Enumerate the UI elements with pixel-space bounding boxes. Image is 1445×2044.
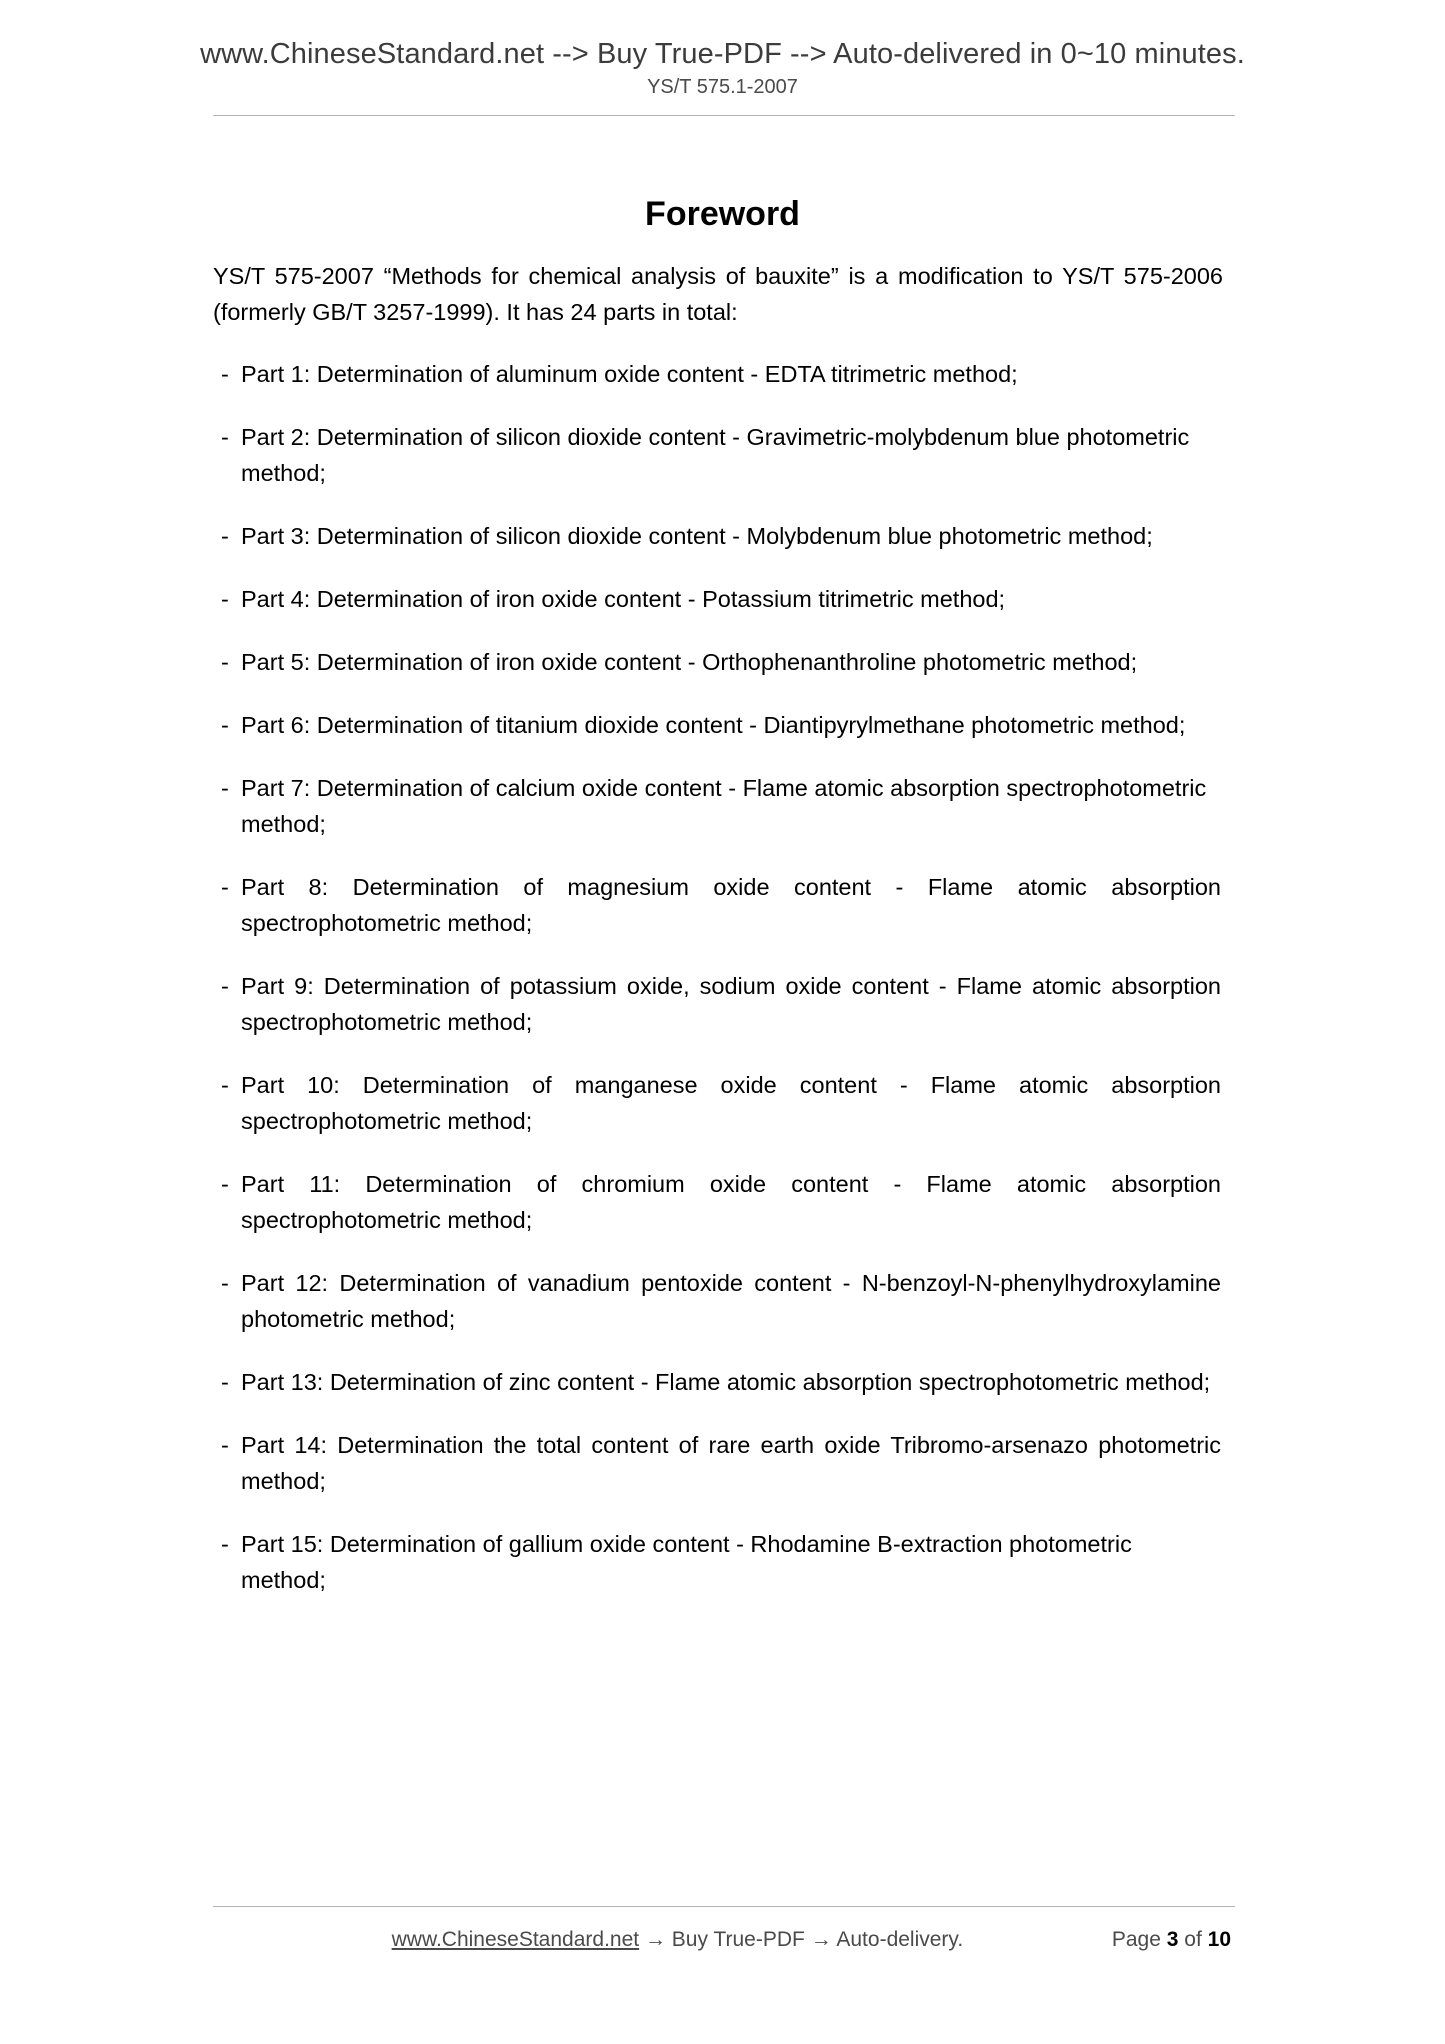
- list-item-text: Part 1: Determination of aluminum oxide content - EDTA titrimetric method;: [241, 361, 1018, 387]
- list-item-text: Part 2: Determination of silicon dioxide content - Gravimetric-molybdenum blue photometric method;: [241, 424, 1190, 486]
- bullet-dash: -: [221, 649, 229, 675]
- arrow-right-icon: →: [644, 1928, 666, 1951]
- list-item: [213, 707, 1221, 743]
- list-item: [213, 419, 1221, 491]
- list-item-text: Part 6: Determination of titanium dioxide content - Diantipyrylmethane photometric method;: [241, 712, 1186, 738]
- header-divider: [213, 115, 1235, 116]
- of-label: of: [1184, 1928, 1202, 1951]
- bullet-dash: -: [221, 775, 229, 801]
- bullet-dash: -: [221, 712, 229, 738]
- list-item-text: Part 12: Determination of vanadium pentoxide content - N-benzoyl-N-phenylhydroxylamine photometric method;: [241, 1270, 1221, 1332]
- list-item-text: Part 5: Determination of iron oxide content - Orthophenanthroline photometric method;: [241, 649, 1138, 675]
- bullet-dash: -: [221, 361, 229, 387]
- list-item-text: Part 13: Determination of zinc content - Flame atomic absorption spectrophotometric method;: [241, 1369, 1211, 1395]
- document-body: [213, 258, 1235, 1598]
- bullet-dash: -: [221, 1369, 229, 1395]
- bullet-dash: -: [221, 586, 229, 612]
- list-item: [213, 1427, 1221, 1499]
- list-item: [213, 581, 1221, 617]
- page-number: 3: [1166, 1928, 1179, 1951]
- watermark-banner: www.ChineseStandard.net --> Buy True-PDF --> Auto-delivered in 0~10 minutes.: [200, 38, 1245, 70]
- list-item-text: Part 15: Determination of gallium oxide content - Rhodamine B-extraction photometric method;: [241, 1531, 1132, 1593]
- footer-divider: [213, 1906, 1235, 1907]
- list-item: [213, 869, 1221, 941]
- bullet-dash: -: [221, 424, 229, 450]
- intro-paragraph: YS/T 575-2007 “Methods for chemical analysis of bauxite” is a modification to YS/T 575-2006 (formerly GB/T 3257-1999). It has 24 parts in total:: [213, 263, 1223, 325]
- list-item-text: Part 8: Determination of magnesium oxide content - Flame atomic absorption spectrophotometric method;: [241, 874, 1221, 936]
- bullet-dash: -: [221, 1432, 229, 1458]
- footer-buy-label[interactable]: Buy True-PDF: [671, 1928, 805, 1951]
- list-item-text: Part 11: Determination of chromium oxide content - Flame atomic absorption spectrophotometric method;: [241, 1171, 1221, 1233]
- list-item: [213, 1166, 1221, 1238]
- bullet-dash: -: [221, 1171, 229, 1197]
- bullet-dash: -: [221, 973, 229, 999]
- footer-site-link[interactable]: www.ChineseStandard.net: [391, 1928, 640, 1951]
- list-item-text: Part 3: Determination of silicon dioxide content - Molybdenum blue photometric method;: [241, 523, 1153, 549]
- bullet-dash: -: [221, 523, 229, 549]
- arrow-right-icon: →: [810, 1928, 832, 1951]
- list-item: [213, 1265, 1221, 1337]
- list-item: [213, 968, 1221, 1040]
- document-code: YS/T 575.1-2007: [647, 76, 798, 98]
- footer-links: [213, 1928, 1112, 1952]
- list-item: [213, 356, 1221, 392]
- page-title: Foreword: [645, 194, 800, 233]
- page-label: Page: [1111, 1928, 1161, 1951]
- parts-list: [213, 356, 1235, 1598]
- list-item: [213, 1526, 1221, 1598]
- list-item-text: Part 7: Determination of calcium oxide content - Flame atomic absorption spectrophotometric method;: [241, 775, 1207, 837]
- list-item-text: Part 14: Determination the total content of rare earth oxide Tribromo-arsenazo photometric method;: [241, 1432, 1221, 1494]
- list-item: [213, 1364, 1221, 1400]
- footer-delivery-label: Auto-delivery.: [836, 1928, 964, 1951]
- list-item: [213, 518, 1221, 554]
- bullet-dash: -: [221, 1270, 229, 1296]
- bullet-dash: -: [221, 1072, 229, 1098]
- page-total: 10: [1207, 1928, 1231, 1951]
- bullet-dash: -: [221, 874, 229, 900]
- list-item: [213, 1067, 1221, 1139]
- bullet-dash: -: [221, 1531, 229, 1557]
- list-item-text: Part 9: Determination of potassium oxide, sodium oxide content - Flame atomic absorption spectrophotometric method;: [241, 973, 1221, 1035]
- list-item-text: Part 4: Determination of iron oxide content - Potassium titrimetric method;: [241, 586, 1006, 612]
- page-footer: [213, 1928, 1235, 1952]
- list-item-text: Part 10: Determination of manganese oxide content - Flame atomic absorption spectrophotometric method;: [241, 1072, 1221, 1134]
- page-indicator: [1112, 1928, 1235, 1952]
- list-item: [213, 644, 1221, 680]
- list-item: [213, 770, 1221, 842]
